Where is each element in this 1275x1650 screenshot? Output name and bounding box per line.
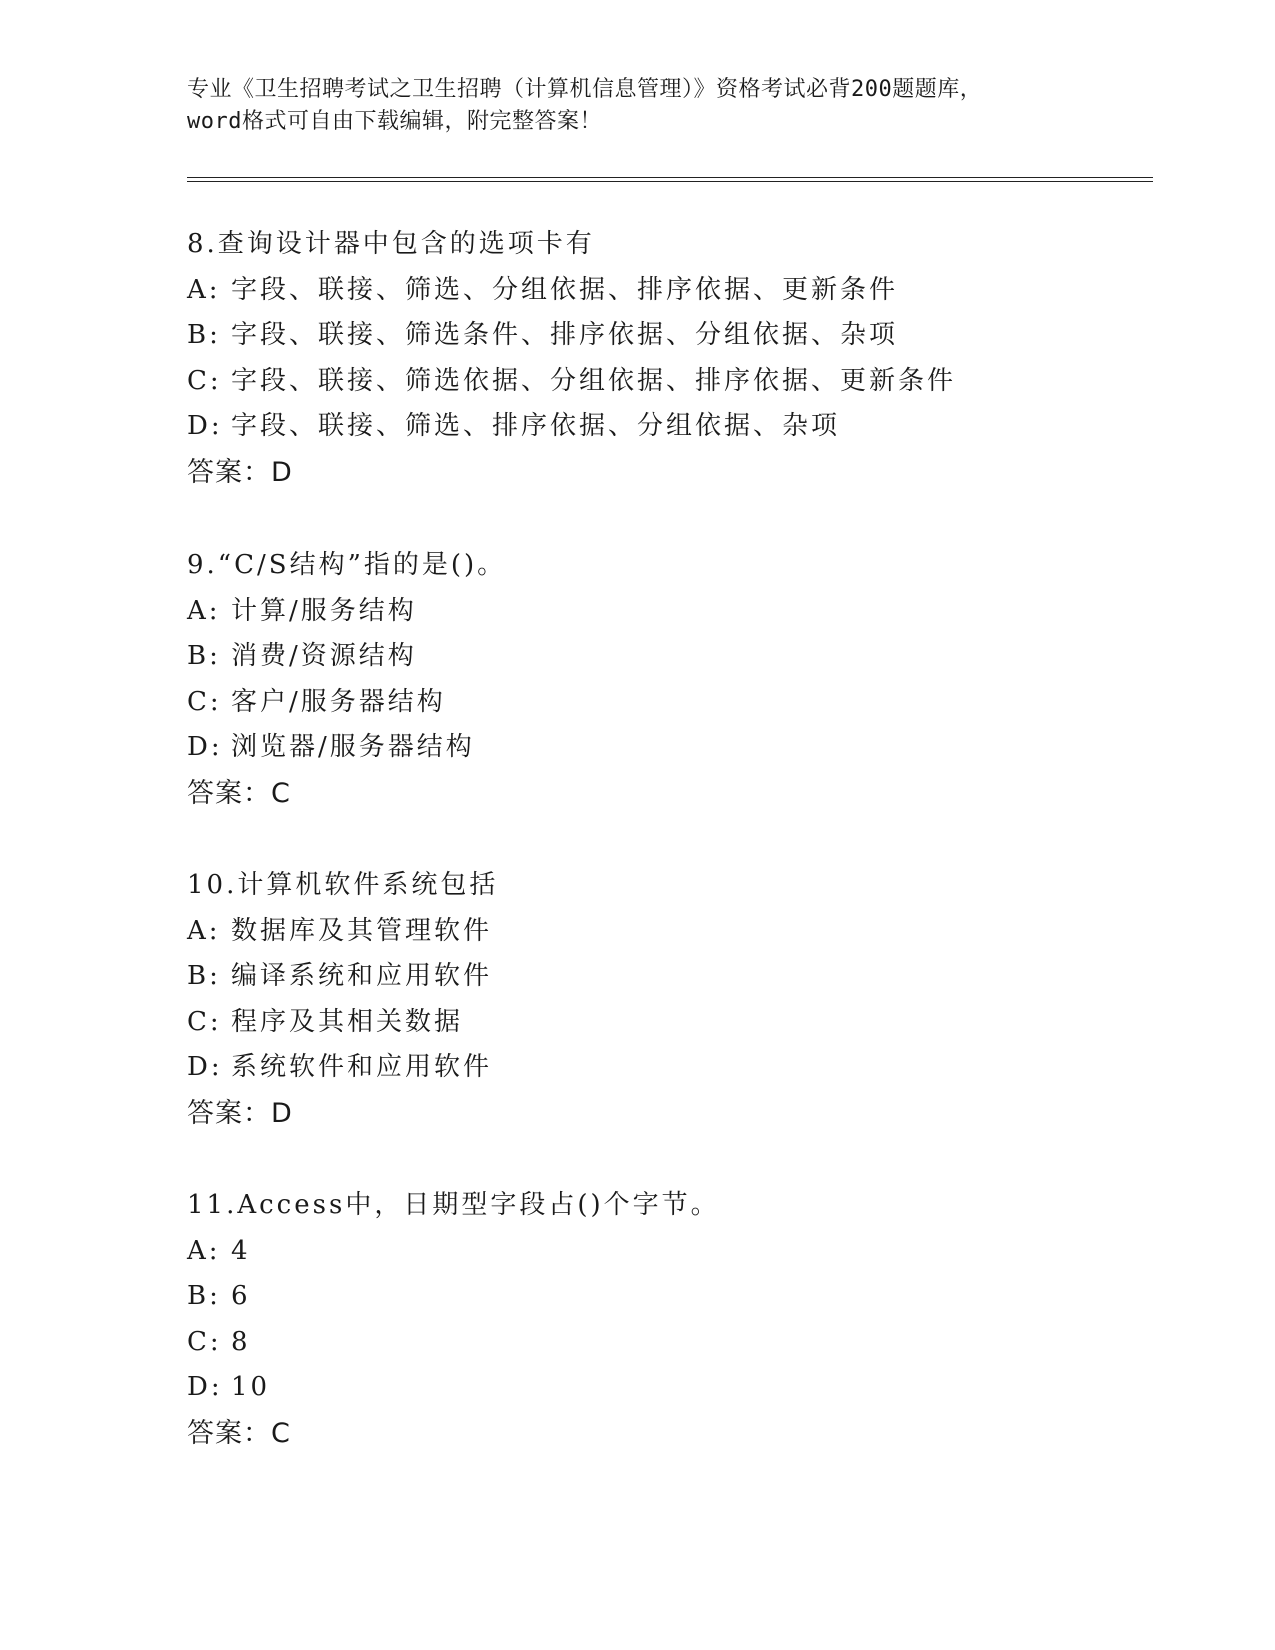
document-header [187,74,1087,138]
option-letter: A: [187,595,221,626]
option-b [187,954,1087,1000]
option-a [187,909,1087,955]
option-letter: C: [187,365,222,396]
option-a [187,589,1087,635]
option-letter: C: [187,1006,222,1037]
option-c [187,1320,1087,1366]
option-a [187,268,1087,314]
option-letter: B: [187,1281,221,1311]
option-text: 10 [231,1372,271,1402]
option-d [187,1365,1087,1411]
option-d [187,404,1087,450]
question-stem: 11.Access中，日期型字段占()个字节。 [187,1190,720,1220]
option-text: 编译系统和应用软件 [231,961,493,991]
header-line-1: 专业《卫生招聘考试之卫生招聘（计算机信息管理）》资格考试必背200题题库， [187,77,983,102]
option-text: 6 [231,1281,251,1311]
option-text: 数据库及其管理软件 [231,915,493,946]
option-letter: C: [187,1326,222,1357]
option-text: 字段、联接、筛选、排序依据、分组依据、杂项 [231,411,841,441]
option-d [187,725,1087,771]
option-letter: D: [187,411,223,441]
option-text: 字段、联接、筛选条件、排序依据、分组依据、杂项 [231,320,899,350]
question-stem: 8.查询设计器中包含的选项卡有 [187,229,595,259]
option-c [187,359,1087,405]
option-letter: D: [187,1372,223,1402]
option-c [187,1000,1087,1046]
option-text: 程序及其相关数据 [231,1006,464,1037]
answer-label: 答案：C [187,1417,291,1449]
option-a [187,1229,1087,1275]
option-text: 浏览器/服务器结构 [231,732,475,762]
option-letter: A: [187,274,221,305]
option-text: 消费/资源结构 [231,641,417,671]
option-text: 4 [231,1235,251,1266]
option-text: 8 [231,1326,251,1357]
option-c [187,680,1087,726]
option-b [187,634,1087,680]
question-stem: 10.计算机软件系统包括 [187,870,499,900]
option-text: 字段、联接、筛选、分组依据、排序依据、更新条件 [231,274,899,305]
option-letter: D: [187,1052,223,1082]
option-text: 计算/服务结构 [231,595,417,626]
option-letter: D: [187,732,223,762]
option-letter: B: [187,961,221,991]
answer-label: 答案：D [187,456,293,488]
answer-label: 答案：D [187,1097,293,1129]
question-9 [187,543,1087,816]
option-d [187,1045,1087,1091]
option-letter: C: [187,686,222,717]
question-10 [187,863,1087,1136]
option-text: 客户/服务器结构 [231,686,446,717]
question-8 [187,222,1087,495]
option-text: 系统软件和应用软件 [231,1052,493,1082]
option-text: 字段、联接、筛选依据、分组依据、排序依据、更新条件 [231,365,957,396]
question-stem: 9.“C/S结构”指的是()。 [187,550,507,580]
header-line-2: word格式可自由下载编辑，附完整答案！ [187,109,602,134]
question-11 [187,1183,1087,1456]
option-letter: A: [187,1235,221,1266]
header-divider [187,177,1153,182]
option-b [187,1274,1087,1320]
option-letter: B: [187,320,221,350]
option-letter: A: [187,915,221,946]
answer-label: 答案：C [187,777,291,809]
option-letter: B: [187,641,221,671]
option-b [187,313,1087,359]
